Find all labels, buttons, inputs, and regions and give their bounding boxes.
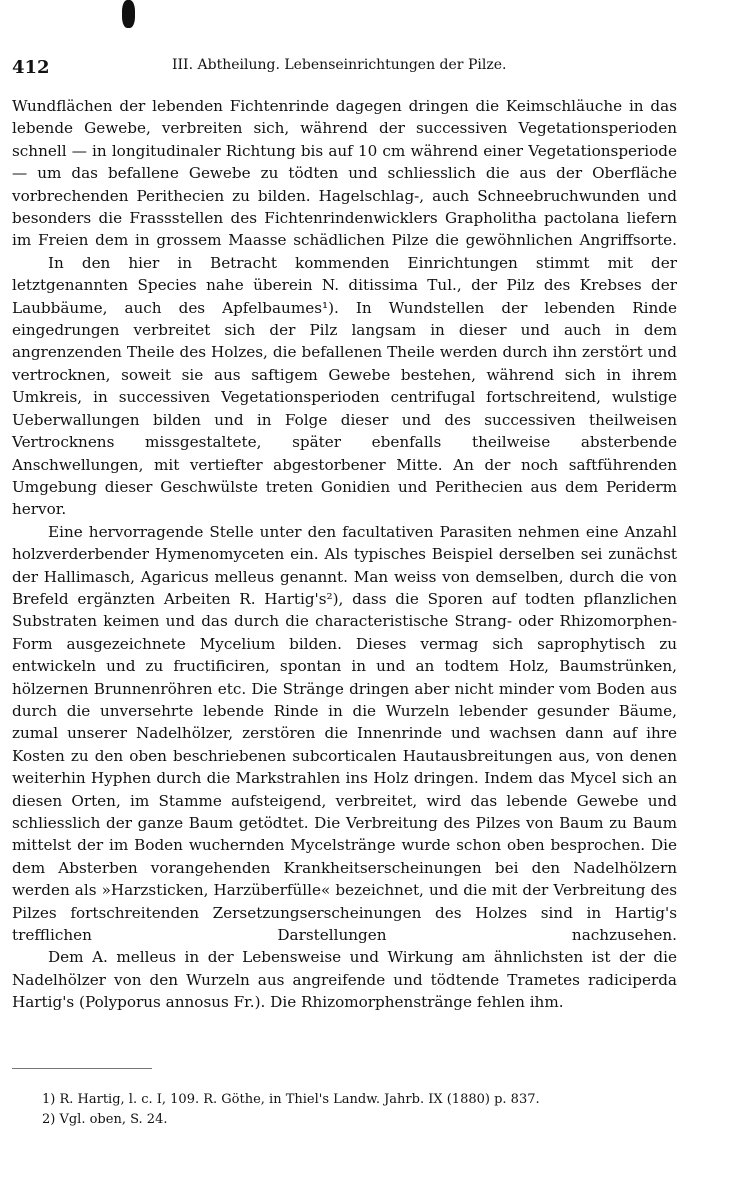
footnote-2: 2) Vgl. oben, S. 24.: [42, 1112, 168, 1127]
paragraph-2: In den hier in Betracht kommenden Einrichtungen stimmt mit der letztgenannten Species nahe überein N. ditissima Tul., der Pilz des Krebses der Laubbäume, auch des Apfelbaumes¹). In Wundstellen der lebenden Rinde eingedrungen verbreitet sich der Pilz langsam in dieser und auch in dem angrenzenden Theile des Holzes, die befallenen Theile werden durch ihn zerstört und vertrocknen, soweit sie aus saftigem Gewebe bestehen, während sich in ihrem Umkreis, in successiven Vegetationsperioden centrifugal fortschreitend, wulstige Ueberwallungen bilden und in Folge dieser und des successiven theilweisen Vertrocknens missgestaltete, später ebenfalls theilweise absterbende Anschwellungen, mit vertiefter abgestorbener Mitte. An der noch saftführenden Umgebung dieser Geschwülste treten Gonidien und Perithecien aus dem Periderm hervor.: [12, 253, 677, 519]
page-number: 412: [12, 57, 50, 78]
running-title: III. Abtheilung. Lebenseinrichtungen der Pilze.: [172, 57, 507, 73]
footnote-rule: [12, 1068, 152, 1069]
paragraph-1: Wundflächen der lebenden Fichtenrinde dagegen dringen die Keimschläuche in das lebende Gewebe, verbreiten sich, während der successiven Vegetationsperioden schnell — in longitudinaler Richtung bis auf 10 cm während einer Vegetationsperiode — um das befallene Gewebe zu tödten und schliesslich die aus der Oberfläche vorbrechenden Perithecien zu bilden. Hagelschlag-, auch Schneebruchwunden und besonders die Frassstellen des Fichtenrindenwicklers Grapholitha pactolana liefern im Freien dem in grossem Maasse schädlichen Pilze die gewöhnlichen Angriffsorte.: [12, 97, 677, 250]
document-page: [12, 0, 677, 1200]
paragraph-4: Dem A. melleus in der Lebensweise und Wirkung am ähnlichsten ist der die Nadelhölzer von den Wurzeln aus angreifende und tödtende Trametes radiciperda Hartig's (Polyporus annosus Fr.). Die Rhizomorphenstränge fehlen ihm.: [12, 948, 677, 1012]
page-header: [12, 55, 677, 79]
footnote-1: 1) R. Hartig, l. c. I, 109. R. Göthe, in Thiel's Landw. Jahrb. IX (1880) p. 837.: [42, 1092, 540, 1107]
ink-blot: [122, 0, 135, 28]
body-text: [12, 95, 677, 1014]
paragraph-3: Eine hervorragende Stelle unter den facultativen Parasiten nehmen eine Anzahl holzverderbender Hymenomyceten ein. Als typisches Beispiel derselben sei zunächst der Hallimasch, Agaricus melleus genannt. Man weiss von demselben, durch die von Brefeld ergänzten Arbeiten R. Hartig's²), dass die Sporen auf todten pflanzlichen Substraten keimen und das durch die characteristische Strang- oder Rhizomorphen-Form ausgezeichnete Mycelium bilden. Dieses vermag sich saprophytisch zu entwickeln und zu fructificiren, spontan in und an todtem Holz, Baumstrünken, hölzernen Brunnenröhren etc. Die Stränge dringen aber nicht minder vom Boden aus durch die unversehrte lebende Rinde in die Wurzeln lebender gesunder Bäume, zumal unserer Nadelhölzer, zerstören die Innenrinde und wachsen dann auf ihre Kosten zu den oben beschriebenen subcorticalen Hautausbreitungen aus, von denen weiterhin Hyphen durch die Markstrahlen ins Holz dringen. Indem das Mycel sich an diesen Orten, im Stamme aufsteigend, verbreitet, wird das lebende Gewebe und schliesslich der ganze Baum getödtet. Die Verbreitung des Pilzes von Baum zu Baum mittelst der im Boden wuchernden Mycelstränge wurde schon oben besprochen. Die dem Absterben vorangehenden Krankheitserscheinungen bei den Nadelhölzern werden als »Harzsticken, Harzüberfülle« bezeichnet, und die mit der Verbreitung des Pilzes fortschreitenden Zersetzungserscheinungen des Holzes sind in Hartig's trefflichen Darstellungen nachzusehen.: [12, 522, 677, 945]
footnotes: [42, 1090, 662, 1130]
